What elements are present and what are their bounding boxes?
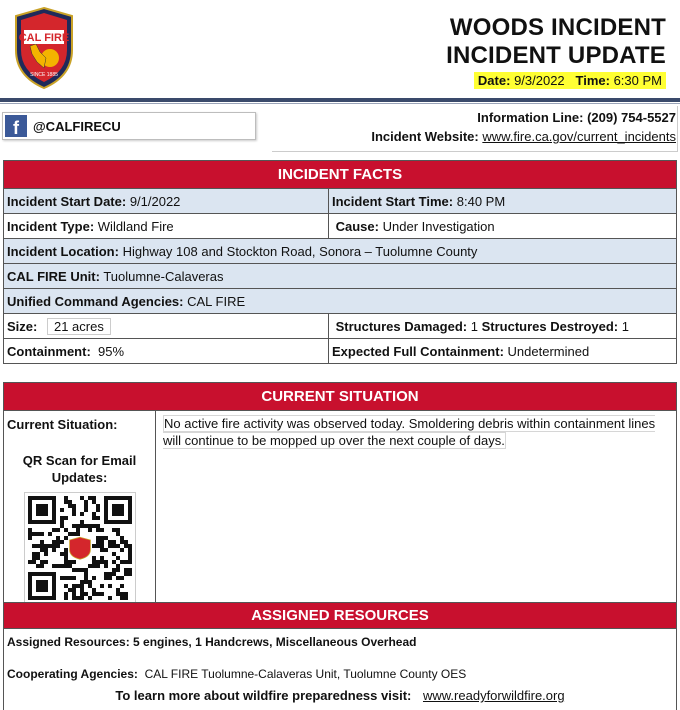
info-line-label: Information Line: (477, 110, 584, 125)
qr-code-graphic (28, 496, 132, 600)
incident-facts-heading: INCIDENT FACTS (4, 161, 677, 189)
cause-cell (329, 214, 677, 239)
size-label: Size: (7, 318, 38, 334)
time-label: Time: (575, 73, 610, 88)
svg-text:SINCE 1885: SINCE 1885 (30, 72, 58, 78)
time-value: 6:30 PM (613, 73, 662, 88)
current-situation-table (3, 382, 677, 605)
agencies-value: CAL FIRE (187, 293, 246, 309)
current-situation-heading: CURRENT SITUATION (4, 383, 677, 411)
start-time-value: 8:40 PM (456, 193, 506, 209)
website-link[interactable]: www.fire.ca.gov/current_incidents (482, 129, 676, 144)
unit-cell (4, 264, 677, 289)
containment-value: 95% (98, 343, 125, 359)
cooperating-agencies-value: CAL FIRE Tuolumne-Calaveras Unit, Tuolumne County OES (144, 667, 467, 681)
date-value: 9/3/2022 (514, 73, 565, 88)
incident-type-label: Incident Type: (7, 218, 95, 234)
structures-damaged-value: 1 (470, 318, 478, 334)
info-box (371, 108, 676, 146)
situation-text-cell (156, 411, 677, 605)
title-block (446, 14, 666, 90)
facebook-icon: f (5, 115, 27, 137)
svg-text:CAL FIRE: CAL FIRE (18, 32, 70, 44)
incident-facts-table (3, 160, 677, 364)
title-line-2: INCIDENT UPDATE (446, 42, 666, 69)
cooperating-agencies-line (7, 667, 673, 681)
title-line-1: WOODS INCIDENT (449, 14, 666, 41)
situation-label: Current Situation: (7, 417, 118, 432)
full-containment-value: Undetermined (507, 343, 590, 359)
size-cell (4, 314, 329, 339)
header-rule-thin (0, 103, 680, 104)
cal-fire-logo (10, 6, 78, 90)
structures-destroyed-value: 1 (621, 318, 629, 334)
start-date-cell (4, 189, 329, 214)
date-time-highlight (474, 72, 666, 89)
location-value: Highway 108 and Stockton Road, Sonora – Tuolumne County (122, 243, 478, 259)
assigned-resources-line: Assigned Resources: 5 engines, 1 Handcrews, Miscellaneous Overhead (7, 635, 417, 649)
incident-type-value: Wildland Fire (97, 218, 174, 234)
containment-label: Containment: (7, 343, 91, 359)
structures-cell (329, 314, 677, 339)
unit-label: CAL FIRE Unit: (7, 268, 100, 284)
cooperating-agencies-label: Cooperating Agencies: (7, 667, 138, 681)
agencies-label: Unified Command Agencies: (7, 293, 184, 309)
situation-left-cell (4, 411, 156, 605)
footer (0, 688, 680, 703)
start-time-cell (329, 189, 677, 214)
cause-value: Under Investigation (382, 218, 495, 234)
containment-cell (4, 339, 329, 364)
structures-damaged-label: Structures Damaged: (335, 318, 468, 334)
start-time-label: Incident Start Time: (332, 193, 454, 209)
cause-label: Cause: (335, 218, 379, 234)
unit-value: Tuolumne-Calaveras (103, 268, 224, 284)
full-containment-cell (329, 339, 677, 364)
agencies-cell (4, 289, 677, 314)
location-label: Incident Location: (7, 243, 119, 259)
facebook-handle-box[interactable] (2, 112, 256, 140)
start-date-value: 9/1/2022 (129, 193, 181, 209)
footer-text: To learn more about wildfire preparedness visit: (115, 688, 412, 703)
info-line-value: (209) 754-5527 (587, 110, 676, 125)
situation-text: No active fire activity was observed today. Smoldering debris within containment lines will continue to be mopped up over the next couple of days. (163, 416, 656, 448)
qr-label: QR Scan for Email Updates: (22, 453, 137, 485)
qr-code[interactable] (24, 492, 136, 604)
start-date-label: Incident Start Date: (7, 193, 127, 209)
date-label: Date: (477, 73, 511, 88)
incident-type-cell (4, 214, 329, 239)
size-value: 21 acres (47, 318, 111, 335)
full-containment-label: Expected Full Containment: (332, 343, 504, 359)
assigned-resources-heading: ASSIGNED RESOURCES (4, 603, 677, 629)
website-label: Incident Website: (371, 129, 479, 144)
location-cell (4, 239, 677, 264)
footer-link[interactable]: www.readyforwildfire.org (422, 688, 565, 703)
header-rule (0, 98, 680, 102)
structures-destroyed-label: Structures Destroyed: (481, 318, 619, 334)
facebook-handle: @CALFIRECU (33, 118, 121, 134)
